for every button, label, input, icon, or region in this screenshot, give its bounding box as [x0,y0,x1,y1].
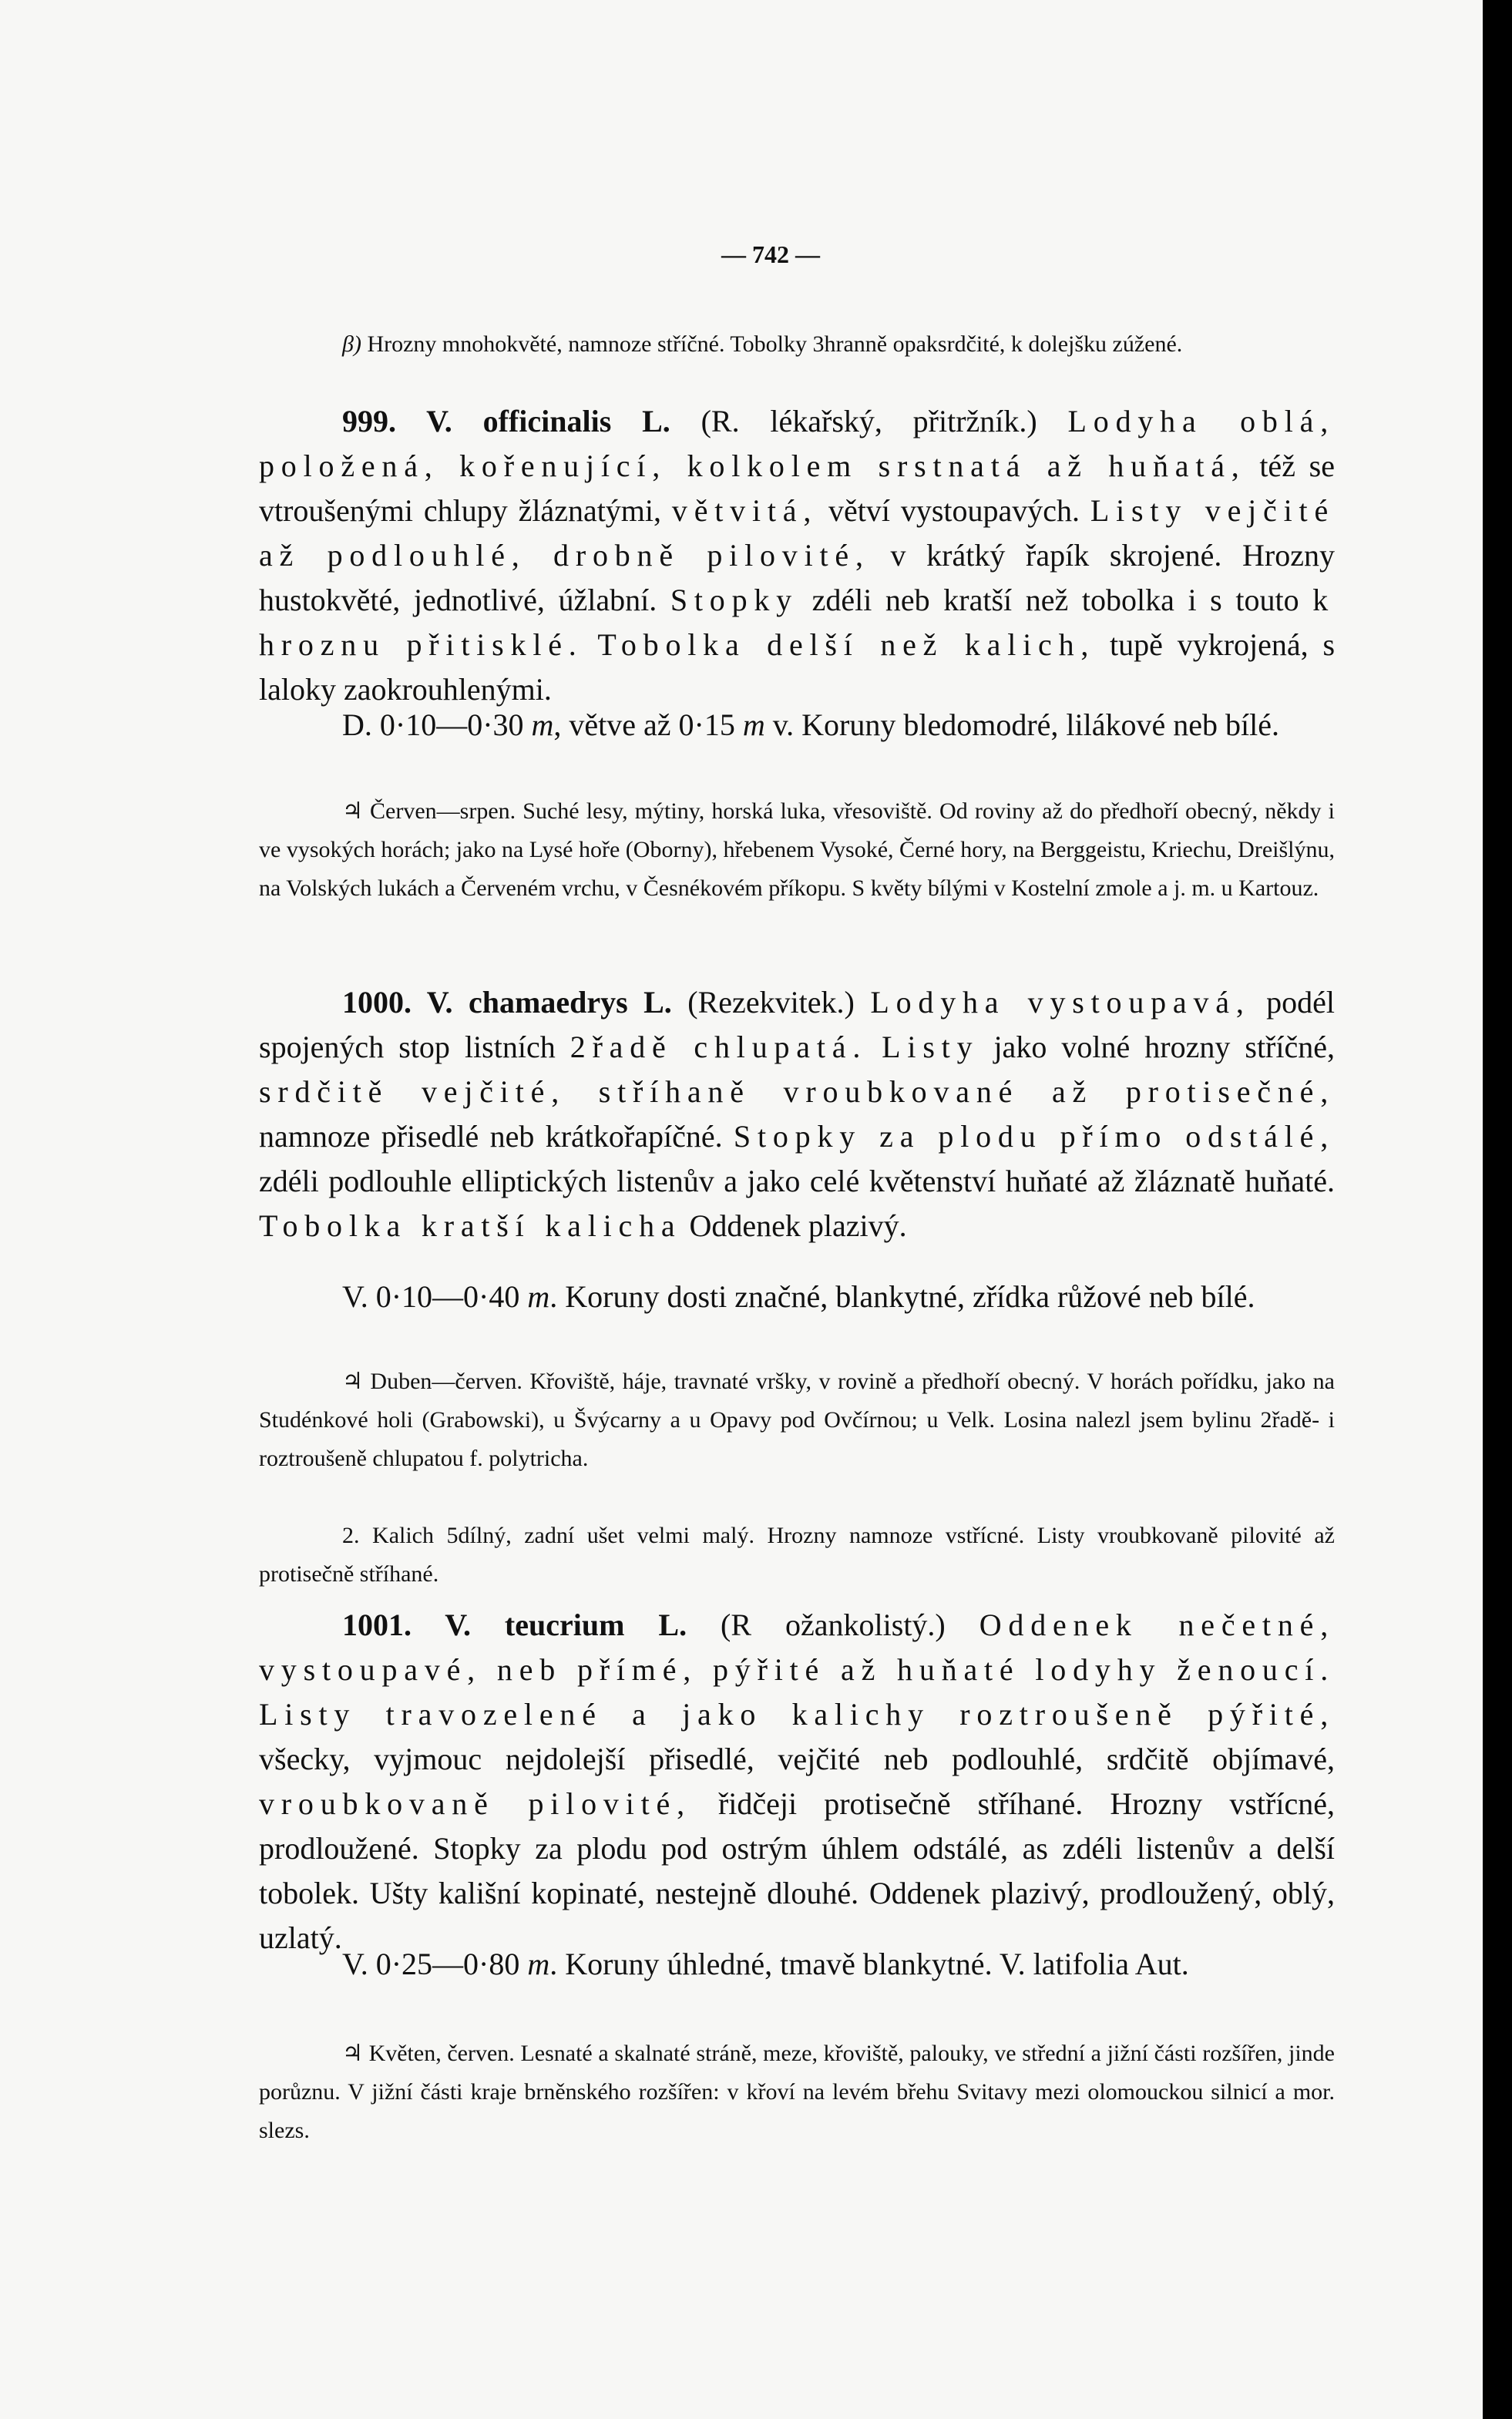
entry-1001-habitat: ♃ Květen, červen. Lesnaté a skalnaté stráně, meze, křoviště, palouky, ve střední a jižní části rozšířen, jinde porůznu. V jižní části kraje brněnského rozšířen: v křoví na levém břehu Svitavy mezi olomouckou silnicí a mor. slezs. [259,2041,1335,2143]
beta-paragraph: β) Hrozny mnohokvěté, namnoze stříčné. Tobolky 3hranně opaksrdčité, k dolejšku zúžené. [342,331,1183,357]
entry-999-dimensions: D. 0·10—0·30 m, větve až 0·15 m v. Koruny bledomodré, lilákové neb bílé. [342,707,1280,742]
entry-1000-note: 2. Kalich 5dílný, zadní ušet velmi malý. Hrozny namnoze vstřícné. Listy vroubkovaně pilovité až protisečně stříhané. [259,1523,1335,1587]
page-number: — 742 — [721,240,820,268]
entry-999-description: 999. V. officinalis L. (R. lékařský, přitržník.) Lodyha oblá, položená, kořenující, kolkolem srstnatá až huňatá, též se vtroušenými chlupy žláznatými, větvitá, větví vystoupavých. Listy vejčité až podlouhlé, drobně pilovité, v krátký řapík skrojené. Hrozny hustokvěté, jednotlivé, úžlabní. Stopky zdéli neb kratší než tobolka i s touto k hroznu přitisklé. Tobolka delší než kalich, tupě vykrojená, s laloky zaokrouhlenými. [259,404,1336,707]
entry-1001-description: 1001. V. teucrium L. (R ožankolistý.) Oddenek nečetné, vystoupavé, neb přímé, pýřité až huňaté lodyhy ženoucí. Listy travozelené a jako kalichy roztroušeně pýřité, všecky, vyjmouc nejdolejší přisedlé, vejčité neb podlouhlé, srdčitě objímavé, vroubkovaně pilovité, řidčeji protisečně stříhané. Hrozny vstřícné, prodloužené. Stopky za plodu pod ostrým úhlem odstálé, as zdéli listenův a delší tobolek. Ušty kališní kopinaté, nestejně dlouhé. Oddenek plazivý, prodloužený, oblý, uzlatý. [259,1608,1336,1955]
entry-1000-heading: 1000. V. chamaedrys L. [342,985,672,1020]
beta-marker: β) [342,331,361,357]
entry-1001-dimensions: V. 0·25—0·80 m. Koruny úhledné, tmavě blankytné. V. latifolia Aut. [342,1947,1189,1981]
entry-1000-description: 1000. V. chamaedrys L. (Rezekvitek.) Lodyha vystoupavá, podél spojených stop listních 2řadě chlupatá. Listy jako volné hrozny stříčné, srdčitě vejčité, stříhaně vroubkované až protisečné, namnoze přisedlé neb krátkořapíčné. Stopky za plodu přímo odstálé, zdéli podlouhle elliptických listenův a jako celé květenství huňaté až žláznatě huňaté. Tobolka kratší kalicha Oddenek plazivý. [259,985,1336,1243]
entry-999-heading: 999. V. officinalis L. [342,404,670,438]
entry-1001-heading: 1001. V. teucrium L. [342,1608,687,1642]
entry-1000-dimensions: V. 0·10—0·40 m. Koruny dosti značné, blankytné, zřídka růžové neb bílé. [342,1279,1255,1314]
entry-1000-habitat: ♃ Duben—červen. Křoviště, háje, travnaté vršky, v rovině a předhoří obecný. V horách pořídku, jako na Studénkové holi (Grabowski), u Švýcarny a u Opavy pod Ovčírnou; u Velk. Losina nalezl jsem bylinu 2řadě- i roztroušeně chlupatou f. polytricha. [259,1369,1335,1471]
entry-999-habitat: ♃ Červen—srpen. Suché lesy, mýtiny, horská luka, vřesoviště. Od roviny až do předhoří obecný, někdy i ve vysokých horách; jako na Lysé hoře (Oborny), hřebenem Vysoké, Černé hory, na Berggeistu, Kriechu, Dreišlýnu, na Volských lukách a Červeném vrchu, v Česnékovém příkopu. S květy bílými v Kostelní zmole a j. m. u Kartouz. [259,798,1335,901]
